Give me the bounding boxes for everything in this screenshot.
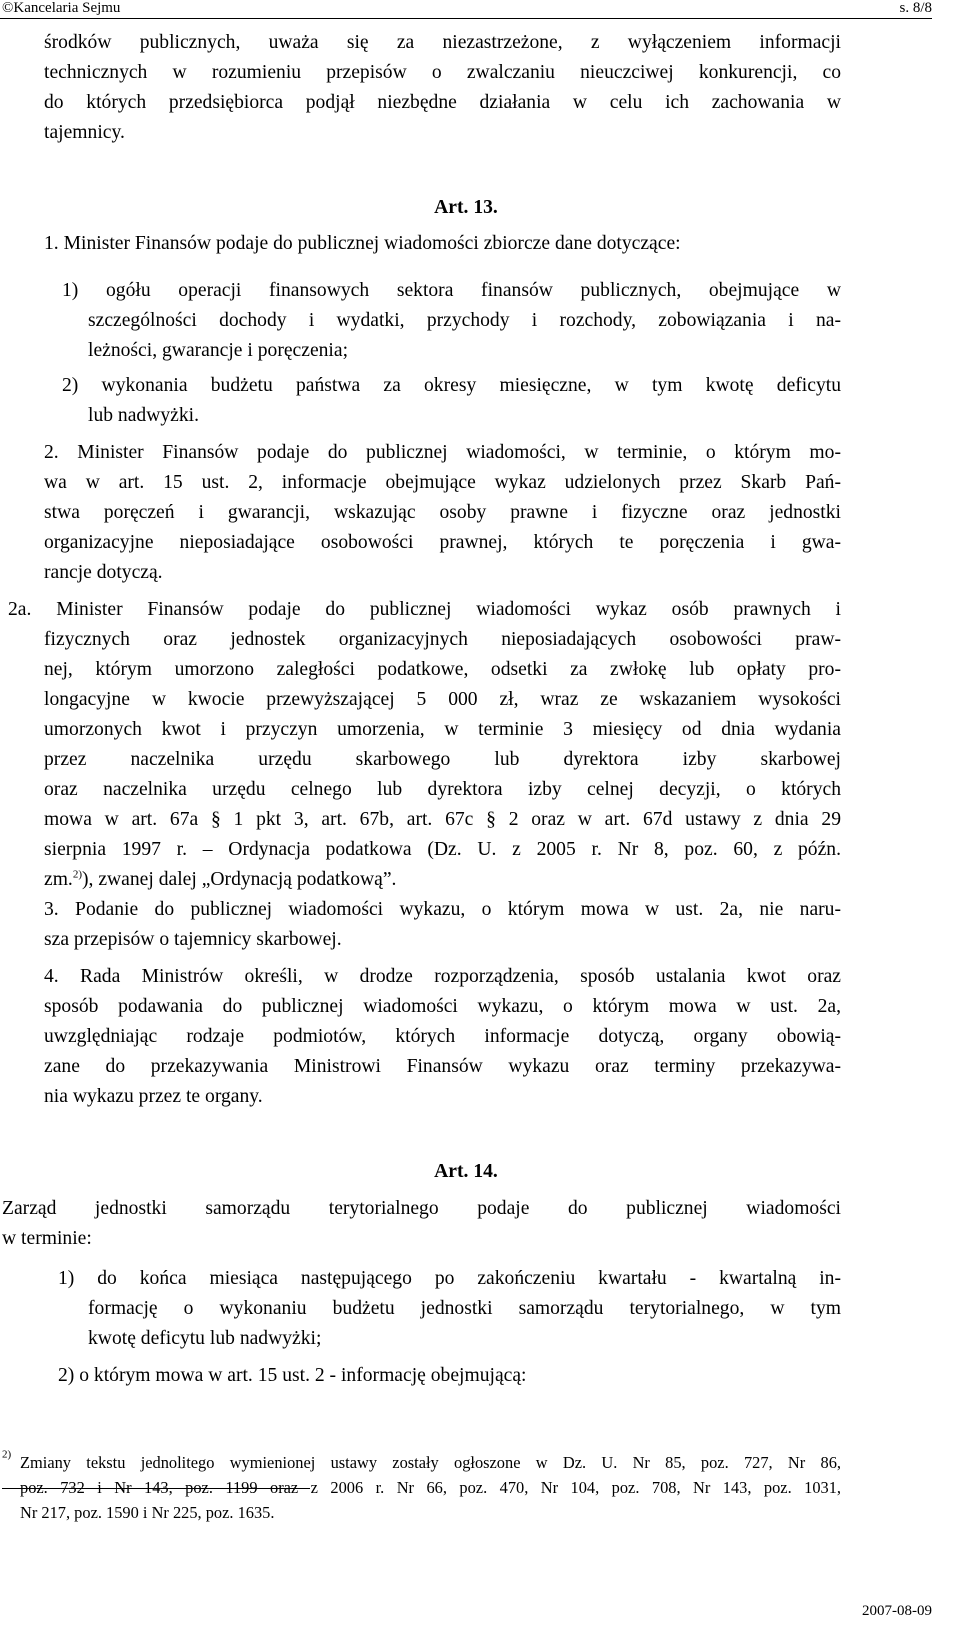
text-line: uwzględniając rodzaje podmiotów, których informacje dotyczą, organy obowią- [44, 1026, 841, 1047]
text-line-with-footnote [44, 865, 841, 895]
text-line: Nr 217, poz. 1590 i Nr 225, poz. 1635. [20, 1503, 275, 1522]
text-line: 1) ogółu operacji finansowych sektora finansów publicznych, obejmujące w [62, 280, 841, 301]
text-line: sposób podawania do publicznej wiadomości wykazu, o którym mowa w ust. 2a, [44, 996, 841, 1017]
text-line: oraz naczelnika urzędu celnego lub dyrektora izby celnej decyzji, o których [44, 779, 841, 800]
text-line: lub nadwyżki. [88, 405, 200, 426]
text-line: 3. Podanie do publicznej wiadomości wykazu, o którym mowa w ust. 2a, nie naru- [44, 899, 841, 920]
footnote-text [20, 1450, 841, 1525]
art13-item-1 [62, 276, 841, 366]
art14-item-1 [58, 1264, 841, 1354]
art14-intro [2, 1194, 841, 1254]
text-line: w terminie: [2, 1228, 92, 1249]
header-page-number: s. 8/8 [899, 0, 932, 16]
text-line: wa w art. 15 ust. 2, informacje obejmujące wykaz udzielonych przez Skarb Pań- [44, 472, 841, 493]
art13-paragraph-3 [44, 895, 841, 955]
text-line: 4. Rada Ministrów określi, w drodze rozporządzenia, sposób ustalania kwot oraz [44, 966, 841, 987]
text-line: organizacyjne nieposiadające osobowości prawnej, których te poręczenia i gwa- [44, 532, 841, 553]
text-line: zane do przekazywania Ministrowi Finansów wykazu oraz terminy przekazywa- [44, 1056, 841, 1077]
text-line: 2) o którym mowa w art. 15 ust. 2 - informację obejmującą: [58, 1365, 527, 1386]
art13-paragraph-1 [44, 229, 844, 259]
article-13-title: Art. 13. [434, 197, 498, 218]
text-line: poz. 732 i Nr 143, poz. 1199 oraz z 2006 r. Nr 66, poz. 470, Nr 104, poz. 708, Nr 143, poz. 1031, [20, 1478, 841, 1497]
footnote-number: 2) [2, 1448, 12, 1461]
text-line: umorzonych kwot i przyczyn umorzenia, w terminie 3 miesięcy od dnia wydania [44, 719, 841, 740]
text-line: 1) do końca miesiąca następującego po zakończeniu kwartału - kwartalną in- [58, 1268, 841, 1289]
intro-paragraph [44, 28, 841, 148]
art13-paragraph-4 [44, 962, 841, 1112]
text-line: fizycznych oraz jednostek organizacyjnych nieposiadających osobowości praw- [44, 629, 841, 650]
text-line: szczególności dochody i wydatki, przychody i rozchody, zobowiązania i na- [88, 310, 841, 331]
text-line: sierpnia 1997 r. – Ordynacja podatkowa (Dz. U. z 2005 r. Nr 8, poz. 60, z późn. [44, 839, 841, 860]
text-line: leżności, gwarancje i poręczenia; [88, 340, 349, 361]
text-line: sza przepisów o tajemnicy skarbowej. [44, 929, 342, 950]
footer-date: 2007-08-09 [862, 1603, 932, 1619]
text-line: 2. Minister Finansów podaje do publicznej wiadomości, w terminie, o którym mo- [44, 442, 841, 463]
text-line: tajemnicy. [44, 122, 125, 143]
text-line: nej, którym umorzono zaległości podatkowe, odsetki za zwłokę lub opłaty pro- [44, 659, 841, 680]
text-fragment: zm. [44, 869, 73, 890]
art13-paragraph-2 [44, 438, 841, 588]
footnote-reference[interactable]: 2) [72, 868, 83, 881]
text-line: stwa poręczeń i gwarancji, wskazując osoby prawne i fizyczne oraz jednostki [44, 502, 841, 523]
header-copyright: ©Kancelaria Sejmu [2, 0, 121, 16]
text-line: 1. Minister Finansów podaje do publicznej wiadomości zbiorcze dane dotyczące: [44, 233, 681, 254]
text-line: 2) wykonania budżetu państwa za okresy miesięczne, w tym kwotę deficytu [62, 375, 841, 396]
text-line: technicznych w rozumieniu przepisów o zwalczaniu nieuczciwej konkurencji, co [44, 62, 841, 83]
text-line: środków publicznych, uważa się za niezastrzeżone, z wyłączeniem informacji [44, 32, 841, 53]
text-line: nia wykazu przez te organy. [44, 1086, 263, 1107]
text-line: rancje dotyczą. [44, 562, 163, 583]
text-line: Zmiany tekstu jednolitego wymienionej ustawy zostały ogłoszone w Dz. U. Nr 85, poz. 727, Nr 86, [20, 1453, 841, 1472]
art13-paragraph-2a [8, 595, 841, 895]
text-line: mowa w art. 67a § 1 pkt 3, art. 67b, art. 67c § 2 oraz w art. 67d ustawy z dnia 29 [44, 809, 841, 830]
text-line: przez naczelnika urzędu skarbowego lub dyrektora izby skarbowej [44, 749, 841, 770]
art13-item-2 [62, 371, 841, 431]
text-line: Zarząd jednostki samorządu terytorialnego podaje do publicznej wiadomości [2, 1198, 841, 1219]
text-line: kwotę deficytu lub nadwyżki; [88, 1328, 322, 1349]
text-line: longacyjne w kwocie przewyższającej 5 000 zł, wraz ze wskazaniem wysokości [44, 689, 841, 710]
article-14-title: Art. 14. [434, 1161, 498, 1182]
text-line: formację o wykonaniu budżetu jednostki samorządu terytorialnego, w tym [88, 1298, 841, 1319]
header-divider [0, 18, 932, 19]
text-fragment: ), zwanej dalej „Ordynacją podatkową”. [82, 869, 397, 890]
text-line: do których przedsiębiorca podjął niezbędne działania w celu ich zachowania w [44, 92, 841, 113]
footnote-marker [2, 1446, 11, 1471]
text-line: 2a. Minister Finansów podaje do publicznej wiadomości wykaz osób prawnych i [8, 599, 841, 620]
art14-item-2 [58, 1361, 841, 1391]
